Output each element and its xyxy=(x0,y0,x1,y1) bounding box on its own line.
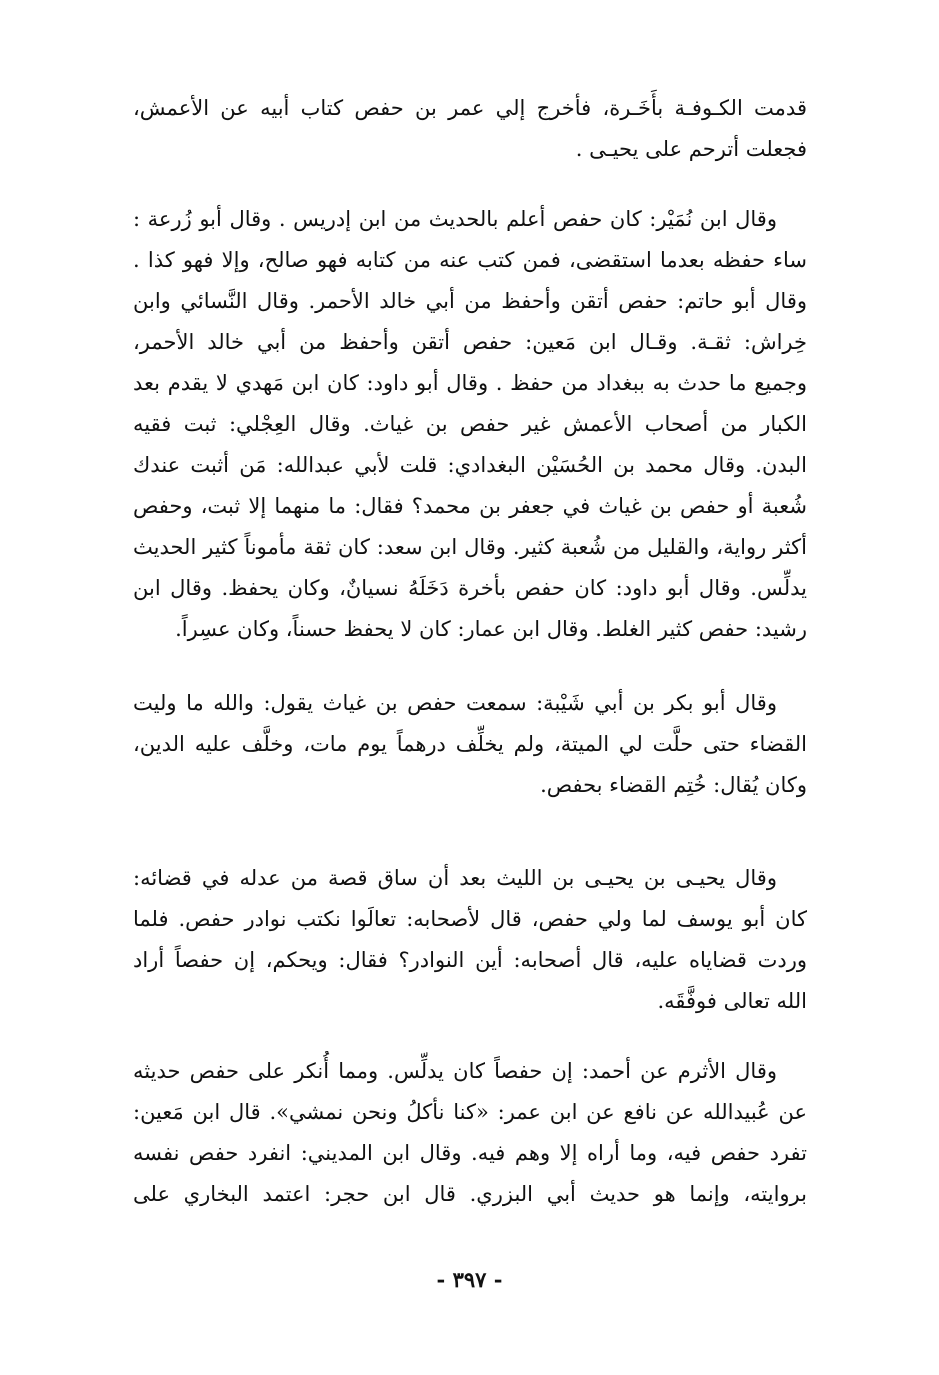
text-line: شُعبة أو حفص بن غياث في جعفر بن محمد؟ فقال: ما منهما إلا ثبت، وحفص xyxy=(133,494,807,518)
text-line: قدمت الكـوفـة بأَخَـرة، فأخرج إلي عمر بن حفص كتاب أبيه عن الأعمش، xyxy=(133,96,807,120)
text-line: وردت قضاياه عليه، قال أصحابه: أين النوادر؟ فقال: ويحكم، إن حفصاً أراد xyxy=(133,948,807,972)
document-page xyxy=(133,88,807,1215)
text-line: وقال ابن نُمَيْر: كان حفص أعلم بالحديث من ابن إدريس . وقال أبو زُرعة : xyxy=(133,207,777,231)
text-line: خِراش: ثقـة. وقـال ابن مَعين: حفص أتقن وأحفظ من أبي خالد الأحمر، xyxy=(133,330,807,354)
text-line: الله تعالى فوفَّقَه. xyxy=(657,989,807,1013)
paragraph-spacer xyxy=(133,170,807,199)
text-line: رشيد: حفص كثير الغلط. وقال ابن عمار: كان لا يحفظ حسناً، وكان عسِراً. xyxy=(175,617,807,641)
text-line: فجعلت أترحم على يحيـى . xyxy=(575,137,807,161)
text-line: وقال أبو حاتم: حفص أتقن وأحفظ من أبي خالد الأحمر. وقال النَّسائي وابن xyxy=(133,289,807,313)
text-line: البدن. وقال محمد بن الحُسَيْن البغدادي: قلت لأبي عبدالله: مَن أثبت عندك xyxy=(133,453,807,477)
text-line: ساء حفظه بعدما استقضى، فمن كتب عنه من كتابه فهو صالح، وإلا فهو كذا . xyxy=(133,248,807,272)
text-line: كان أبو يوسف لما ولي حفص، قال لأصحابه: تعالَوا نكتب نوادر حفص. فلما xyxy=(133,907,807,931)
text-line: عن عُبيدالله عن نافع عن ابن عمر: «كنا نأكلُ ونحن نمشي». قال ابن مَعين: xyxy=(133,1100,807,1124)
paragraph-2 xyxy=(133,199,807,650)
page-number: - ٣٩٧ - xyxy=(436,1267,503,1292)
text-line: الكبار من أصحاب الأعمش غير حفص بن غياث. وقال العِجْلي: ثبت فقيه xyxy=(133,412,807,436)
paragraph-5 xyxy=(133,1051,807,1215)
text-line: وقال أبو بكر بن أبي شَيْبة: سمعت حفص بن غياث يقول: والله ما وليت xyxy=(133,691,777,715)
paragraph-1 xyxy=(133,88,807,170)
paragraph-4 xyxy=(133,858,807,1022)
text-line: وقال يحيـى بن يحيـى بن الليث بعد أن ساق قصة من عدله في قضائه: xyxy=(133,866,777,890)
text-line: وقال الأثرم عن أحمد: إن حفصاً كان يدلِّس. ومما أُنكر على حفص حديثه xyxy=(133,1059,777,1083)
text-line: القضاء حتى حلَّت لي الميتة، ولم يخلِّف درهماً يوم مات، وخلَّف عليه الدين، xyxy=(133,732,807,756)
paragraph-spacer xyxy=(133,806,807,858)
text-line: وجميع ما حدث به ببغداد من حفظ . وقال أبو داود: كان ابن مَهدي لا يقدم بعد xyxy=(133,371,807,395)
text-line: تفرد حفص فيه، وما أراه إلا وهم فيه. وقال ابن المديني: انفرد حفص نفسه xyxy=(133,1141,807,1165)
text-line: وكان يُقال: خُتِم القضاء بحفص. xyxy=(540,773,807,797)
paragraph-3 xyxy=(133,683,807,806)
text-line: يدلِّس. وقال أبو داود: كان حفص بأخرة دَخَلَهُ نسيانٌ، وكان يحفظ. وقال ابن xyxy=(133,576,807,600)
paragraph-spacer xyxy=(133,650,807,683)
text-line: بروايته، وإنما هو حديث أبي البزري. قال ابن حجر: اعتمد البخاري على xyxy=(133,1182,807,1206)
paragraph-spacer xyxy=(133,1022,807,1051)
text-line: أكثر رواية، والقليل من شُعبة كثير. وقال ابن سعد: كان ثقة مأموناً كثير الحديث xyxy=(133,535,807,559)
